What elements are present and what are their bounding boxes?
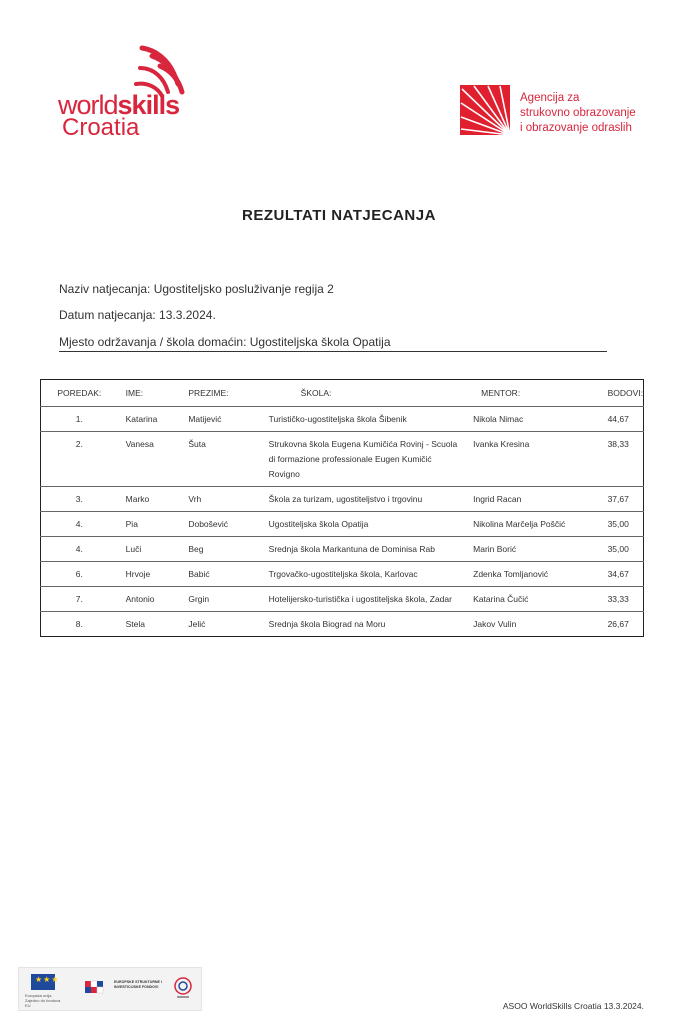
header-last-name: PREZIME: xyxy=(188,388,229,398)
funding-logos-strip xyxy=(18,967,202,1011)
last-name-cell: Grgin xyxy=(188,594,210,604)
school-cell: Hotelijersko-turistička i ugostiteljska škola, Zadar xyxy=(268,594,452,604)
rank-cell: 3. xyxy=(75,494,83,504)
school-cell: Škola za turizam, ugostiteljstvo i trgovinu xyxy=(268,494,423,504)
header-points: BODOVI: xyxy=(607,388,643,398)
mentor-cell: Ivanka Kresina xyxy=(473,439,530,449)
last-name-cell: Vrh xyxy=(188,494,202,504)
points-cell: 35,00 xyxy=(607,544,629,554)
table-row xyxy=(41,487,644,512)
school-cell: Trgovačko-ugostiteljska škola, Karlovac xyxy=(268,569,418,579)
rank-cell: 4. xyxy=(75,544,83,554)
last-name-cell: Babić xyxy=(188,569,210,579)
points-cell: 37,67 xyxy=(607,494,629,504)
first-name-cell: Pia xyxy=(125,519,138,529)
first-name-cell: Stela xyxy=(125,619,146,629)
table-row xyxy=(41,407,644,432)
table-row xyxy=(41,562,644,587)
rank-cell: 1. xyxy=(75,414,83,424)
eu-flag-icon: ★★★ xyxy=(31,974,55,990)
asoo-logo xyxy=(460,83,660,139)
first-name-cell: Marko xyxy=(125,494,150,504)
rank-cell: 7. xyxy=(75,594,83,604)
asoo-sunburst-icon xyxy=(460,85,510,135)
rank-cell: 4. xyxy=(75,519,83,529)
first-name-cell: Katarina xyxy=(125,414,158,424)
mentor-cell: Ingrid Racan xyxy=(473,494,522,504)
points-cell: 38,33 xyxy=(607,439,629,449)
worldskills-croatia-logo xyxy=(56,44,196,144)
header-rank: POREDAK: xyxy=(57,388,102,398)
table-row xyxy=(41,432,644,487)
table-row xyxy=(41,587,644,612)
partner-emblem-icon xyxy=(169,974,197,1002)
school-cell: Ugostiteljska škola Opatija xyxy=(268,519,369,529)
mentor-cell: Nikola Nimac xyxy=(473,414,524,424)
competition-name: Naziv natjecanja: Ugostiteljsko posluživanje regija 2 xyxy=(59,282,334,296)
points-cell: 33,33 xyxy=(607,594,629,604)
mentor-cell: Zdenka Tomljanović xyxy=(473,569,549,579)
points-cell: 26,67 xyxy=(607,619,629,629)
last-name-cell: Jelić xyxy=(188,619,206,629)
table-row xyxy=(41,537,644,562)
school-cell: Strukovna škola Eugena Kumičića Rovinj - Scuola di formazione professionale Eugen Kumičić Rovigno xyxy=(268,439,458,479)
first-name-cell: Antonio xyxy=(125,594,155,604)
header-mentor: MENTOR: xyxy=(481,388,521,398)
first-name-cell: Luči xyxy=(125,544,142,554)
mentor-cell: Katarina Čučić xyxy=(473,594,529,604)
mentor-cell: Jakov Vulin xyxy=(473,619,517,629)
points-cell: 35,00 xyxy=(607,519,629,529)
competition-date: Datum natjecanja: 13.3.2024. xyxy=(59,308,216,322)
esif-caption: EUROPSKE STRUKTURNE I INVESTICIJSKE FONDOVI xyxy=(114,980,162,989)
rank-cell: 6. xyxy=(75,569,83,579)
school-cell: Srednja škola Markantuna de Dominisa Rab xyxy=(268,544,435,554)
rank-cell: 8. xyxy=(75,619,83,629)
points-cell: 44,67 xyxy=(607,414,629,424)
table-row xyxy=(41,512,644,537)
last-name-cell: Šuta xyxy=(188,439,206,449)
page-title: REZULTATI NATJECANJA xyxy=(242,207,436,224)
last-name-cell: Matijević xyxy=(188,414,222,424)
school-cell: Srednja škola Biograd na Moru xyxy=(268,619,386,629)
last-name-cell: Dobošević xyxy=(188,519,229,529)
results-table xyxy=(40,379,644,637)
rank-cell: 2. xyxy=(75,439,83,449)
mentor-cell: Marin Borić xyxy=(473,544,517,554)
results-header-row xyxy=(41,380,644,407)
header-school: ŠKOLA: xyxy=(300,388,332,398)
footer-note: ASOO WorldSkills Croatia 13.3.2024. xyxy=(502,1001,644,1011)
table-row xyxy=(41,612,644,637)
worldskills-country: Croatia xyxy=(62,114,140,141)
points-cell: 34,67 xyxy=(607,569,629,579)
eu-caption: Europska unija Zajedno do fondova EU xyxy=(25,993,61,1008)
first-name-cell: Hrvoje xyxy=(125,569,151,579)
asoo-name: Agencija za strukovno obrazovanje i obrazovanje odraslih xyxy=(520,92,636,134)
competition-venue: Mjesto održavanja / škola domaćin: Ugostiteljska škola Opatija xyxy=(59,335,607,352)
worldskills-wordmark: worldskills xyxy=(58,90,180,120)
last-name-cell: Beg xyxy=(188,544,204,554)
first-name-cell: Vanesa xyxy=(125,439,154,449)
header-first-name: IME: xyxy=(125,388,144,398)
mentor-cell: Nikolina Marčelja Poščić xyxy=(473,519,566,529)
school-cell: Turističko-ugostiteljska škola Šibenik xyxy=(268,414,407,424)
